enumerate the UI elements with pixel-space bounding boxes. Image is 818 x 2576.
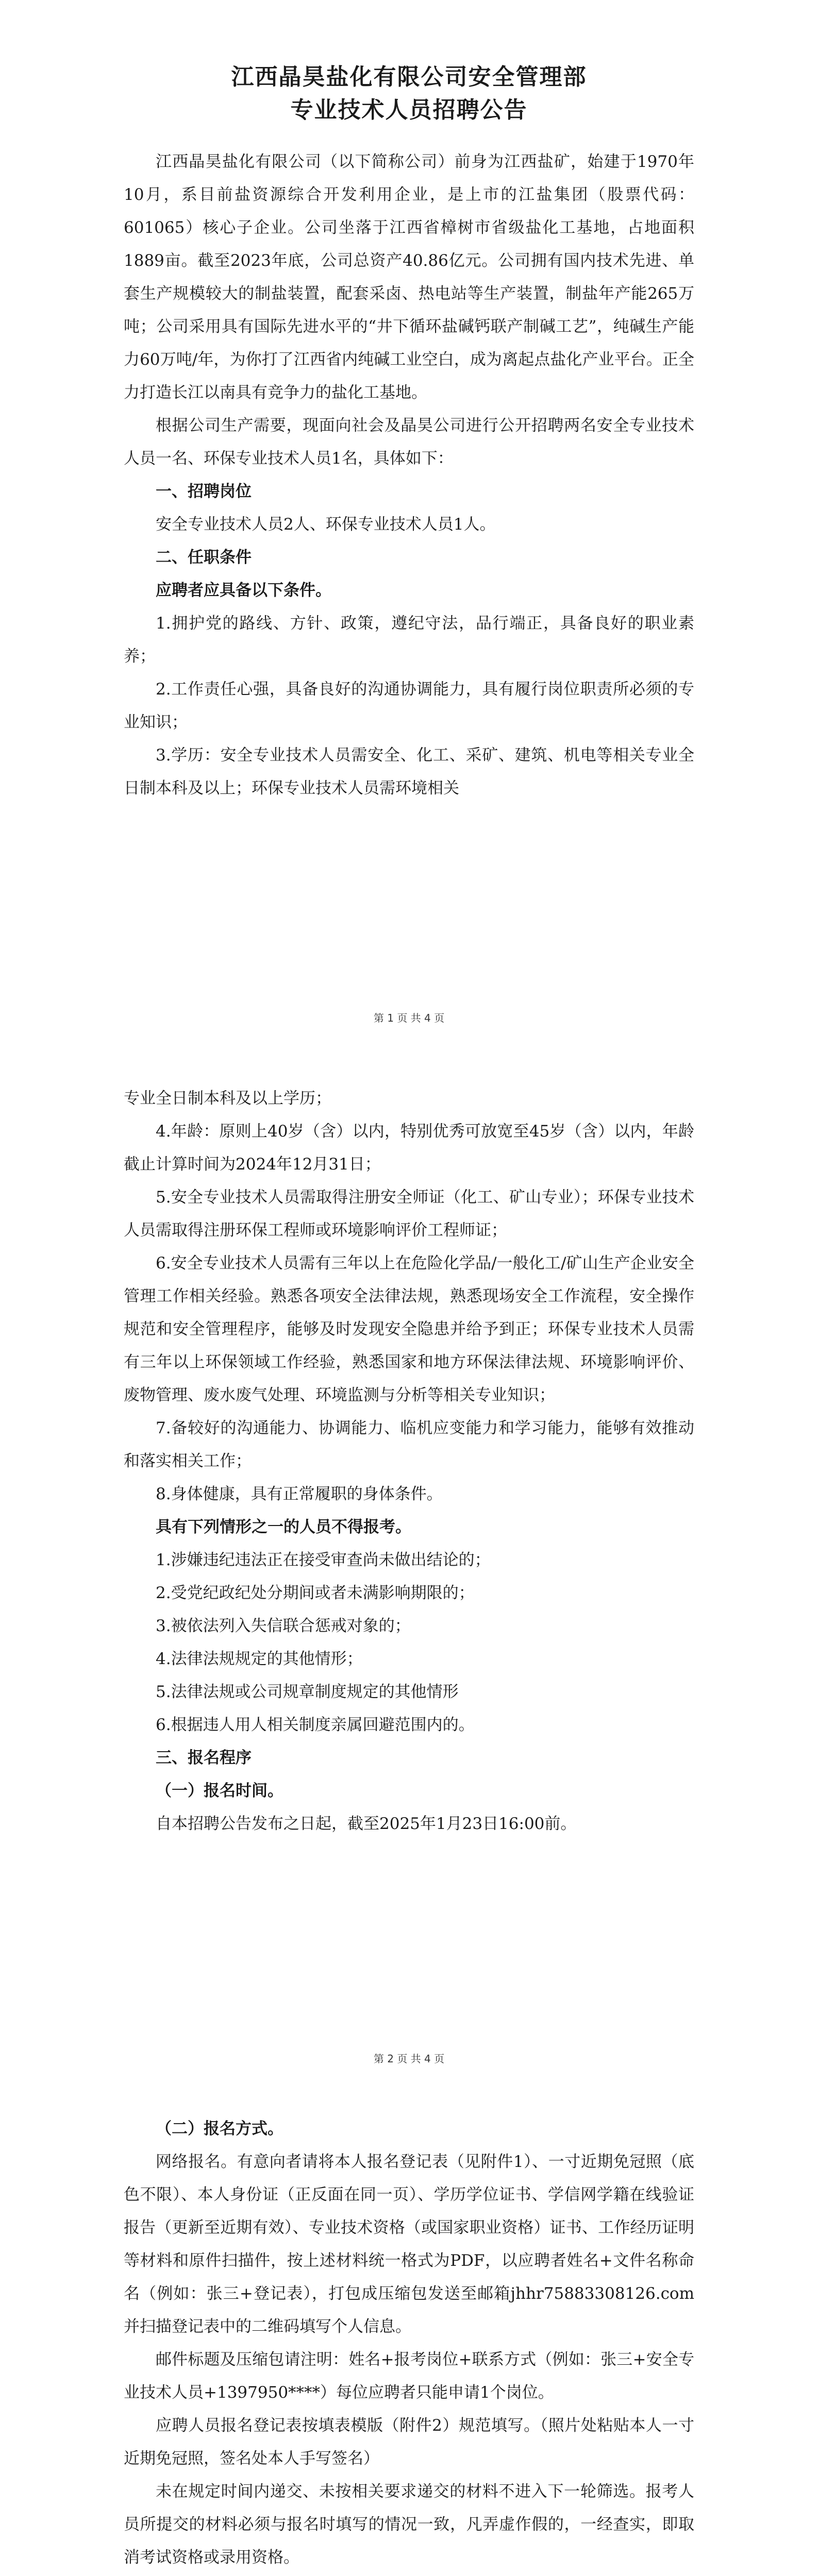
email-subject-text: 邮件标题及压缩包请注明：姓名+报考岗位+联系方式（例如：张三+安全专业技术人员+1397950****）每位应聘者只能申请1个岗位。 — [124, 2350, 694, 2402]
doc-title-line1: 江西晶昊盐化有限公司安全管理部 — [231, 64, 587, 90]
exclusion-subheading: 具有下列情形之一的人员不得报考。 — [156, 1518, 411, 1536]
requirement-2: 2.工作责任心强，具备良好的沟通协调能力，具有履行岗位职责所必须的专业知识； — [124, 680, 694, 732]
exclusion-5: 5.法律法规或公司规章制度规定的其他情形 — [156, 1683, 459, 1701]
requirement-6: 6.安全专业技术人员需有三年以上在危险化学品/一般化工/矿山生产企业安全管理工作相关经验。熟悉各项安全法律法规，熟悉现场安全工作流程，安全操作规范和安全管理程序，能够及时发现安全隐患并给予到正；环保专业技术人员需有三年以上环保领域工作经验，熟悉国家和地方环保法律法规、环境影响评价、废物管理、废水废气处理、环境监测与分析等相关专业知识； — [124, 1254, 694, 1404]
subsection-registration-time: （一）报名时间。 — [156, 1782, 283, 1800]
requirements-subheading: 应聘者应具备以下条件。 — [156, 581, 331, 600]
education-continued: 专业全日制本科及以上学历； — [124, 1089, 331, 1108]
requirement-1: 1.拥护党的路线、方针、政策，遵纪守法，品行端正，具备良好的职业素养； — [124, 614, 694, 666]
page-3 — [0, 2112, 818, 2576]
online-registration-text: 网络报名。有意向者请将本人报名登记表（见附件1）、一寸近期免冠照（底色不限）、本人身份证（正反面在同一页）、学历学位证书、学信网学籍在线验证报告（更新至近期有效）、专业技术资格（或国家职业资格）证书、工作经历证明等材料和原件扫描件，按上述材料统一格式为PDF，以应聘者姓名+文件名称命名（例如：张三+登记表），打包成压缩包发送至邮箱jhhr75883308126.com并扫描登记表中的二维码填写个人信息。 — [124, 2153, 694, 2336]
positions-text: 安全专业技术人员2人、环保专业技术人员1人。 — [156, 515, 496, 534]
exclusion-4: 4.法律法规规定的其他情形； — [156, 1650, 363, 1668]
intro-paragraph: 江西晶昊盐化有限公司（以下简称公司）前身为江西盐矿，始建于1970年10月，系目前盐资源综合开发利用企业，是上市的江盐集团（股票代码：601065）核心子企业。公司坐落于江西省樟树市省级盐化工基地，占地面积1889亩。截至2023年底，公司总资产40.86亿元。公司拥有国内技术先进、单套生产规模较大的制盐装置，配套采卤、热电站等生产装置，制盐年产能265万吨；公司采用具有国际先进水平的“井下循环盐碱钙联产制碱工艺”，纯碱生产能力60万吨/年，为你打了江西省内纯碱工业空白，成为离起点盐化产业平台。正全力打造长江以南具有竞争力的盐化工基地。 — [124, 152, 694, 402]
requirement-7: 7.备较好的沟通能力、协调能力、临机应变能力和学习能力，能够有效推动和落实相关工作； — [124, 1419, 694, 1470]
requirement-3: 3.学历：安全专业技术人员需安全、化工、采矿、建筑、机电等相关专业全日制本科及以上；环保专业技术人员需环境相关 — [124, 746, 694, 798]
page-footer-2: 第 2 页 共 4 页 — [373, 2053, 445, 2065]
exclusion-2: 2.受党纪政纪处分期间或者未满影响期限的； — [156, 1584, 475, 1602]
subsection-qualification-review — [124, 2574, 694, 2576]
page-footer-1: 第 1 页 共 4 页 — [373, 1012, 445, 1024]
registration-time-text: 自本招聘公告发布之日起，截至2025年1月23日16:00前。 — [156, 1815, 577, 1833]
purpose-paragraph: 根据公司生产需要，现面向社会及晶昊公司进行公开招聘两名安全专业技术人员一名、环保专业技术人员1名，具体如下： — [124, 416, 694, 468]
exclusion-6: 6.根据违人用人相关制度亲属回避范围内的。 — [156, 1716, 475, 1734]
late-submission-text: 未在规定时间内递交、未按相关要求递交的材料不进入下一轮筛选。报考人员所提交的材料必须与报名时填写的情况一致，凡弄虚作假的，一经查实，即取消考试资格或录用资格。 — [124, 2482, 694, 2567]
requirement-5: 5.安全专业技术人员需取得注册安全师证（化工、矿山专业）；环保专业技术人员需取得注册环保工程师或环境影响评价工程师证； — [124, 1188, 694, 1240]
section-heading-procedure: 三、报名程序 — [156, 1749, 252, 1767]
exclusion-1: 1.涉嫌违纪违法正在接受审查尚未做出结论的； — [156, 1551, 491, 1569]
form-instruction-text: 应聘人员报名登记表按填表模版（附件2）规范填写。（照片处粘贴本人一寸近期免冠照，签名处本人手写签名） — [124, 2416, 694, 2468]
page-2 — [0, 1082, 818, 1840]
requirement-4: 4.年龄：原则上40岁（含）以内，特别优秀可放宽至45岁（含）以内，年龄截止计算时间为2024年12月31日； — [124, 1122, 694, 1174]
subsection-registration-method: （二）报名方式。 — [156, 2120, 283, 2138]
page-1 — [0, 61, 818, 805]
doc-title-line2: 专业技术人员招聘公告 — [290, 97, 528, 123]
section-heading-requirements: 二、任职条件 — [156, 548, 252, 567]
requirement-8: 8.身体健康，具有正常履职的身体条件。 — [156, 1485, 443, 1503]
exclusion-3: 3.被依法列入失信联合惩戒对象的； — [156, 1617, 411, 1635]
section-heading-positions: 一、招聘岗位 — [156, 482, 252, 501]
